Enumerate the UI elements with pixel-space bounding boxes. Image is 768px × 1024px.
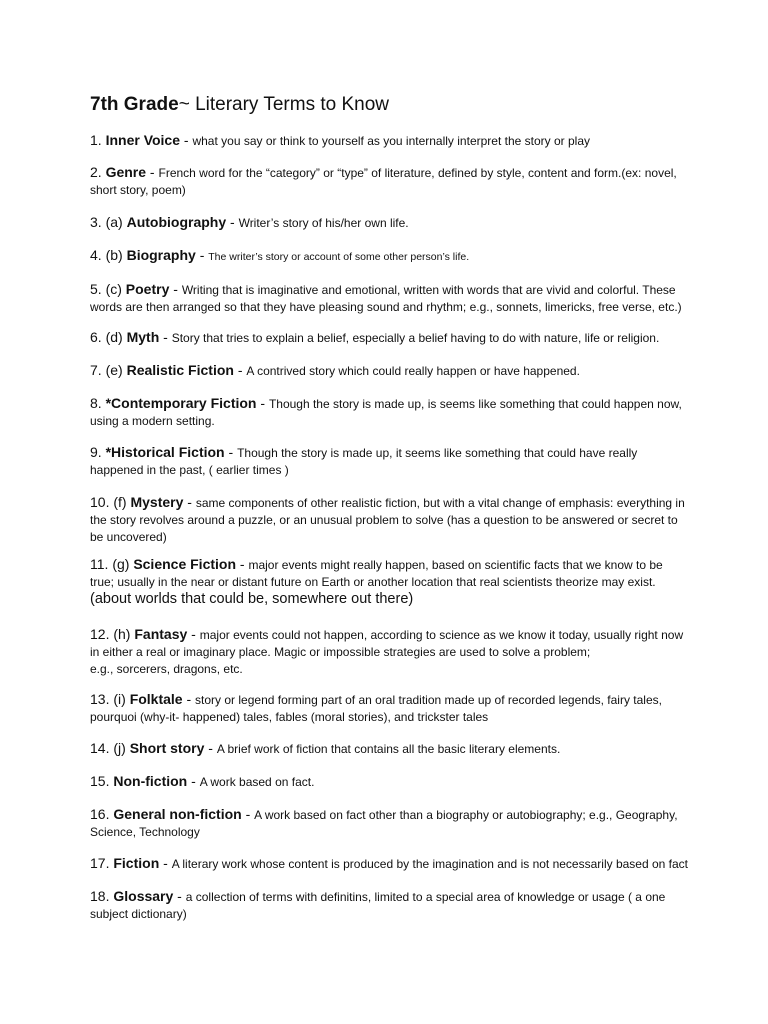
term-entry-17 [90, 855, 690, 873]
entry-separator: - [236, 556, 249, 572]
term-entry-6 [90, 329, 690, 347]
entry-separator: - [182, 691, 196, 707]
entry-term: Mystery [130, 494, 184, 510]
entry-definition: The writer’s story or account of some other person’s life. [208, 251, 470, 263]
term-entry-3 [90, 214, 690, 232]
entry-separator: - [159, 855, 172, 871]
entry-definition-example: e.g., sorcerers, dragons, etc. [90, 662, 243, 676]
entry-number: 3. (a) [90, 214, 127, 230]
entry-separator: - [146, 164, 159, 180]
entry-term: Genre [105, 164, 147, 180]
entry-definition: story or legend forming part of an oral tradition made up of recorded legends, fairy tales, pourquoi (why-it- happened) tales, fables (moral stories), and trickster tales [90, 693, 662, 724]
entry-definition: a collection of terms with definitins, limited to a special area of knowledge or usage ( a one subject dictionary) [90, 890, 666, 921]
entry-definition: major events could not happen, according to science as we know it today, usually right now in either a real or imaginary place. Magic or impossible strategies are used to solve a problem; [90, 628, 684, 659]
entry-separator: - [180, 132, 193, 148]
entry-number: 15. [90, 773, 114, 789]
entry-definition: major events might really happen, based on scientific facts that we know to be true; usually in the near or distant future on Earth or another location that real scientists theorize may exist. [90, 558, 663, 589]
entry-term: Short story [129, 740, 205, 756]
entry-number: 2. [90, 164, 106, 180]
entry-number: 4. (b) [90, 247, 127, 263]
term-entry-14 [90, 740, 690, 758]
term-entry-12 [90, 626, 690, 678]
entry-separator: - [195, 247, 209, 263]
entry-definition-emphasis: (about worlds that could be, somewhere out there) [90, 591, 414, 607]
entry-separator: - [224, 444, 238, 460]
term-entry-2 [90, 164, 690, 199]
entry-definition: A contrived story which could really happen or have happened. [246, 364, 580, 378]
entry-number: 1. [90, 132, 106, 148]
entry-separator: - [183, 494, 196, 510]
entry-term: Inner Voice [105, 132, 181, 148]
entry-separator: - [169, 281, 182, 297]
entry-term: Poetry [125, 281, 170, 297]
entry-definition: A work based on fact other than a biography or autobiography; e.g., Geography, Science, Technology [90, 808, 678, 839]
title-grade: 7th Grade [90, 94, 179, 115]
term-entry-9 [90, 444, 690, 479]
entry-separator: - [173, 888, 186, 904]
entry-definition: Though the story is made up, is seems like something that could happen now, using a modern setting. [90, 397, 682, 428]
entry-definition: what you say or think to yourself as you internally interpret the story or play [192, 134, 590, 148]
entry-number: 11. (g) [90, 556, 134, 572]
entry-number: 13. (i) [90, 691, 130, 707]
entry-definition: A brief work of fiction that contains all the basic literary elements. [216, 742, 561, 756]
entry-separator: - [187, 626, 200, 642]
entry-number: 8. [90, 395, 106, 411]
entry-term: Glossary [113, 888, 174, 904]
entry-number: 17. [90, 855, 114, 871]
entry-number: 14. (j) [90, 740, 130, 756]
page-title [90, 94, 389, 116]
entry-separator: - [204, 740, 217, 756]
term-entry-18 [90, 888, 690, 923]
entry-separator: - [233, 362, 247, 378]
entry-definition: same components of other realistic fiction, but with a vital change of emphasis: everything in the story revolves around a puzzle, or an unusual problem to solve (has a question to be answered or secret to be uncovered) [90, 496, 685, 544]
entry-definition: Writing that is imaginative and emotional, written with words that are vivid and colorful. These words are then arranged so that they have pleasing sound and rhythm; e.g., sonnets, limericks, free verse, etc.) [90, 283, 682, 314]
entry-term: Science Fiction [133, 556, 237, 572]
entry-term: General non-fiction [113, 806, 242, 822]
term-entry-5 [90, 281, 690, 316]
entry-separator: - [187, 773, 200, 789]
term-entry-11 [90, 556, 690, 608]
entry-number: 16. [90, 806, 114, 822]
entry-number: 9. [90, 444, 106, 460]
title-text: ~ Literary Terms to Know [178, 94, 390, 115]
term-entry-10 [90, 494, 690, 546]
entry-number: 18. [90, 888, 114, 904]
entry-separator: - [159, 329, 172, 345]
entry-separator: - [241, 806, 255, 822]
term-entry-7 [90, 362, 690, 380]
term-entry-8 [90, 395, 690, 430]
entry-definition: Story that tries to explain a belief, especially a belief having to do with nature, life or religion. [171, 331, 660, 345]
term-entry-15 [90, 773, 690, 791]
entry-definition: French word for the “category” or “type” of literature, defined by style, content and form.(ex: novel, short story, poem) [90, 166, 677, 197]
term-entry-1 [90, 132, 690, 150]
term-entry-4 [90, 247, 690, 266]
entry-number: 5. (c) [90, 281, 126, 297]
entry-number: 7. (e) [90, 362, 127, 378]
entry-term: Fiction [113, 855, 160, 871]
entry-term: Realistic Fiction [126, 362, 234, 378]
entry-term: Autobiography [126, 214, 227, 230]
entry-definition: Though the story is made up, it seems like something that could have really happened in the past, ( earlier times ) [90, 446, 638, 477]
entry-term: Myth [126, 329, 160, 345]
entry-term: Non-fiction [113, 773, 188, 789]
term-entry-13 [90, 691, 690, 726]
entry-term: *Historical Fiction [105, 444, 225, 460]
entry-separator: - [256, 395, 269, 411]
entry-term: Fantasy [134, 626, 188, 642]
entry-definition: A work based on fact. [199, 775, 315, 789]
entry-term: Biography [126, 247, 196, 263]
entry-definition: Writer’s story of his/her own life. [238, 216, 409, 230]
entry-term: *Contemporary Fiction [105, 395, 257, 411]
entry-number: 6. (d) [90, 329, 127, 345]
entry-term: Folktale [129, 691, 183, 707]
term-entry-16 [90, 806, 690, 841]
entry-definition: A literary work whose content is produced by the imagination and is not necessarily based on fact [171, 857, 688, 871]
entry-separator: - [226, 214, 239, 230]
entry-number: 10. (f) [90, 494, 131, 510]
entry-number: 12. (h) [90, 626, 135, 642]
